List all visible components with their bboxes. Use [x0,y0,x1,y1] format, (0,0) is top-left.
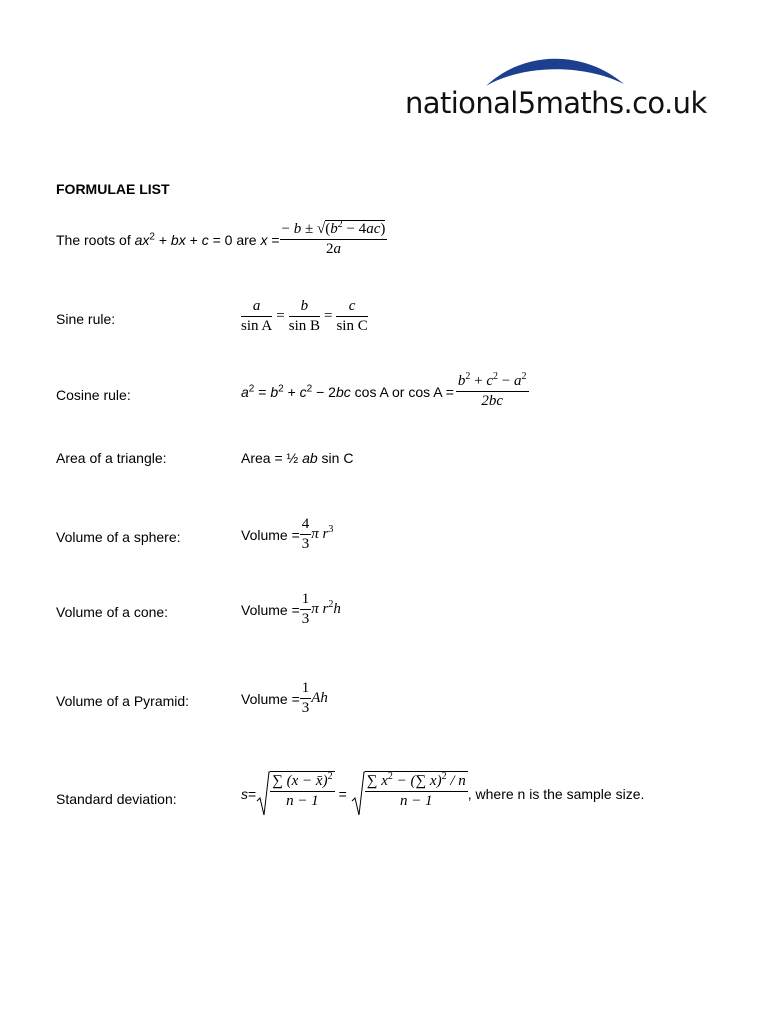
logo-text: national5maths.co.uk [405,86,707,120]
quadratic-label: The roots of $ax^2$ + bx + c = 0 are x = [56,231,280,248]
area-triangle-formula: Area = ½ ab sin C [241,450,354,466]
volume-sphere-formula: Volume = $\frac{4}{3}$ π $r^3$ [241,516,334,552]
volume-cone-label: Volume of a cone: [56,604,169,620]
sqrt-1: $\frac{\sum (x - x̄)^2}{n - 1}$ [256,771,334,817]
volume-pyramid-label: Volume of a Pyramid: [56,693,190,709]
standard-deviation-formula: s = $\frac{\sum (x - x̄)^2}{n - 1}$ = $\frac{\sum x^2 - (\sum x)^2 / n}{n - 1}$ , where n is the sample size. [241,771,644,817]
radical-icon [351,771,365,817]
sine-rule-formula: $\frac{a}{\text{sin A}}$ = $\frac{b}{\text{sin B}}$ = $\frac{c}{\text{sin C}}$ [241,298,368,334]
sqrt-2: $\frac{\sum x^2 - (\sum x)^2 / n}{n - 1}$ [351,771,468,817]
area-triangle-label: Area of a triangle: [56,450,167,466]
sine-rule-label: Sine rule: [56,311,116,327]
formula-quadratic [56,219,387,258]
volume-sphere-label: Volume of a sphere: [56,529,181,545]
cosine-rule-formula: $a^2 = b^2 + c^2 - 2bc$ cos A or cos A = $\frac{b^2 + c^2 - a^2}{2bc}$ [241,371,527,409]
standard-deviation-label: Standard deviation: [56,791,177,807]
volume-cone-formula: Volume = $\frac{1}{3}$ π $r^2h$ [241,591,341,627]
cosine-rule-label: Cosine rule: [56,387,131,403]
page-title: FORMULAE LIST [56,181,170,197]
quadratic-fraction: $\frac{- b \pm √(b^2 - 4ac)}{2a}$ [281,219,386,257]
radical-icon [256,771,270,817]
volume-pyramid-formula: Volume = $\frac{1}{3}$ Ah [241,680,328,716]
